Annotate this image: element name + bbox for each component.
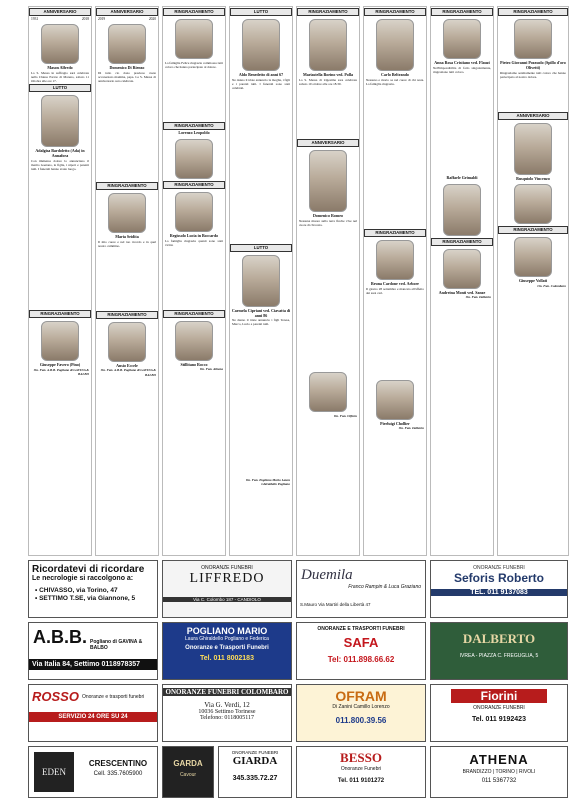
portrait-photo — [443, 184, 481, 236]
funeral-home-signature: On. Fun. Athena — [199, 367, 223, 372]
year-end: 2020 — [148, 17, 156, 21]
thanks-header: RINGRAZIAMENTO — [431, 238, 493, 246]
portrait-photo — [41, 24, 79, 64]
portrait-photo — [514, 123, 552, 175]
funeral-home-signature: On. Fun. Dalberto — [465, 295, 491, 300]
deceased-name: Mariastella Boeino ved. Polla — [303, 72, 353, 77]
deceased-name: Adalgisa Bardoletto (Ada) in Annafora — [35, 148, 85, 158]
deceased-name: Pierluigi Chollier — [380, 420, 410, 426]
portrait-photo — [376, 380, 414, 420]
deceased-name: Regissolo Lucia in Boccardo — [169, 232, 219, 238]
ad-liffredo: ONORANZE FUNEBRI LIFFREDO Via C. Colombo 187 - CANDIOLO — [162, 560, 292, 618]
thanks-header: RINGRAZIAMENTO — [96, 182, 158, 190]
ad-dalberto: DALBERTO IVREA - PIAZZA C. FREGUGLIA, 5 — [430, 622, 568, 680]
deceased-name: Ansio Eccele — [116, 362, 138, 368]
lutto-header: LUTTO — [230, 8, 292, 16]
funeral-home-signature: On. Fun. A.B.B. Pogliano di GAVINA & BALBO — [100, 368, 156, 377]
portrait-photo — [108, 322, 146, 362]
ad-abb-pogliano: A.B.B. Pogliano di GAVINA & BALBO Via Italia 84, Settimo 0118978357 — [28, 622, 158, 680]
deceased-name: Domenico Di Rienzo — [109, 65, 145, 71]
lutto-header: LUTTO — [230, 244, 292, 252]
portrait-photo — [309, 372, 347, 412]
portrait-photo — [443, 19, 481, 59]
portrait-photo — [175, 19, 213, 59]
ad-rosso: ROSSO Onoranze e trasporti funebri SERVIZIO 24 ORE SU 24 — [28, 684, 158, 742]
portrait-photo — [514, 19, 552, 59]
thanks-header: RINGRAZIAMENTO — [498, 8, 568, 16]
notice-text: La S. Messa in suffragio sarà celebrata nella Chiesa Parr.le di Mareno, sabato 11 Ottobre alle ore 17. — [31, 70, 89, 84]
portrait-photo — [376, 240, 414, 280]
deceased-name: Carlo Beltrando — [381, 72, 409, 77]
year-start: 2019 — [98, 17, 106, 21]
portrait-photo — [175, 192, 213, 232]
notice-text: La S. Messa di trigesima sara celebrata sabato 10 ottobre alle ore 18.30. — [299, 77, 357, 86]
deceased-name: Raffaele Grimaldi — [446, 174, 478, 180]
anniversary-header: ANNIVERSARIO — [29, 8, 91, 16]
ad-garda: GARDA Cavour — [162, 746, 214, 798]
portrait-photo — [175, 321, 213, 361]
funeral-home-signature: On. Fun. Olferm — [333, 413, 357, 418]
year-start: 1931 — [31, 17, 39, 21]
funeral-home-signature: On. Fun. Pogliano Mario Laura Ghiraldello Pogliano — [245, 478, 290, 487]
portrait-photo — [175, 139, 213, 179]
ad-eden: EDEN CRESCENTINO Cell. 335.7605900 — [28, 746, 158, 798]
notice-text: Nessuno e morto se nel cuore di chi resta. La famiglia ringrazia. — [366, 77, 424, 86]
ad-pogliano-mario: POGLIANO MARIO Laura Ghiraldello Pogliano e Federica Onoranze e Trasporti Funebri Tel. 011 8002183 — [162, 622, 292, 680]
thanks-header: RINGRAZIAMENTO — [431, 8, 493, 16]
notice-text: Ne danno il triste annuncio i figli Teresa, Marco, Lucio e parenti tutti. — [232, 318, 290, 327]
funeral-home-signature: On. Fun. Dalberto — [398, 426, 424, 431]
portrait-photo — [514, 237, 552, 277]
ad-colombaro: ONORANZE FUNEBRI COLOMBARO Via G. Verdi, 12 10036 Settimo Torinese Telefono: 0118005117 — [162, 684, 292, 742]
thanks-header: RINGRAZIAMENTO — [163, 310, 225, 318]
lutto-header: LUTTO — [29, 84, 91, 92]
portrait-photo — [242, 19, 280, 71]
ad-besso: BESSO Onoranze Funebri Tel. 011 9101272 — [296, 746, 426, 798]
deceased-name: Andreina Monti ved. Sanze — [438, 289, 486, 295]
deceased-name: Domenico Romeo — [312, 212, 344, 218]
notice-text: Ringraziamo sentitamente tutti coloro che hanno partecipato al nostro dolore. — [500, 70, 566, 79]
deceased-name: Aldo Benedetto di anni 67 — [238, 72, 284, 77]
thanks-header: RINGRAZIAMENTO — [498, 226, 568, 234]
deceased-name: Anna Rosa Cristiano ved. Flauzi — [434, 60, 490, 65]
obituary-column-1 — [28, 6, 92, 556]
portrait-photo — [309, 150, 347, 212]
notice-text: La famiglia Felice ringrazia commossa tutti coloro che hanno partecipato al dolore. — [165, 61, 223, 70]
thanks-header: RINGRAZIAMENTO — [96, 311, 158, 319]
thanks-header: RINGRAZIAMENTO — [163, 8, 225, 16]
obituary-column-3 — [162, 6, 226, 556]
anniversary-header: ANNIVERSARIO — [96, 8, 158, 16]
portrait-photo — [443, 249, 481, 289]
notice-text: Di tutto cio dono prezioso avete accarezzato mamma, papa. La S. Messa di anniversario sara celebrata. — [98, 70, 156, 84]
year-end: 2018 — [81, 17, 89, 21]
obituary-column-7 — [430, 6, 494, 556]
ad-athena: ATHENA BRANDIZZO | TORINO | RIVOLI 011 5367732 — [430, 746, 568, 798]
portrait-photo — [309, 19, 347, 71]
obituary-column-6 — [363, 6, 427, 556]
deceased-name: Carmela Cipriani ved. Ciavatta di anni 86 — [231, 307, 291, 318]
ad-duemila: Duemila Franco Rampin & Luca Graziano S.Mauro Via Martiri della Libertà 47 — [296, 560, 426, 618]
ad-ricordatevi: Ricordatevi di ricordare Le necrologie si raccolgono a: • CHIVASSO, via Torino, 47 • SETTIMO T.SE, via Giannone, 5 — [28, 560, 158, 618]
obituary-column-2 — [95, 6, 159, 556]
notice-text: Con immensa dolore lo annunciano il marito Gaetano, le figlie, i nipoti e parenti tutti. I funerali hanno avuto luogo. — [31, 158, 89, 171]
funeral-ads-grid — [28, 560, 568, 798]
obituary-column-8 — [497, 6, 569, 556]
deceased-name: Maria Seidita — [115, 233, 139, 239]
ad-fiorini: Fiorini ONORANZE FUNEBRI Tel. 011 9192423 — [430, 684, 568, 742]
ad-safa: ONORANZE E TRASPORTI FUNEBRI SAFA Tel: 011.898.66.62 — [296, 622, 426, 680]
funeral-home-signature: On. Fun. Colombaro — [537, 284, 566, 289]
notice-text: Nessuna muore sulla terra finche vive nel cuore di chi resta. — [299, 218, 357, 227]
anniversary-header: ANNIVERSARIO — [498, 112, 568, 120]
obituary-column-4 — [229, 6, 293, 556]
ad-giarda: ONORANZE FUNEBRI GIARDA 345.335.72.27 — [218, 746, 292, 798]
deceased-name: Busquiolo Vincenzo — [516, 175, 550, 181]
thanks-header: RINGRAZIAMENTO — [364, 229, 426, 237]
portrait-photo — [242, 255, 280, 307]
thanks-header: RINGRAZIAMENTO — [364, 8, 426, 16]
funeral-home-signature: On. Fun. A.B.B. Pogliano di GAVINA & BALBO — [33, 367, 89, 376]
portrait-photo — [108, 24, 146, 64]
portrait-photo — [41, 321, 79, 361]
deceased-name: Giuseppe Favero (Pino) — [39, 361, 81, 367]
portrait-photo — [41, 95, 79, 147]
deceased-name: Pietro Giovanni Pozzuolo (Spillo d'oro Olivetti) — [500, 60, 566, 70]
notice-text: La famiglia ringrazia quanti sono stati vicini. — [165, 238, 223, 247]
notice-text: Il mio cuore e nel tuo ricordo e in quel nostro cammino. — [98, 239, 156, 248]
notice-text: Ne danno il triste annuncio la moglie, i figli e i parenti tutti. I funerali sono stati celebrati. — [232, 77, 290, 90]
portrait-photo — [376, 19, 414, 71]
thanks-header: RINGRAZIAMENTO — [297, 8, 359, 16]
thanks-header: RINGRAZIAMENTO — [163, 181, 225, 189]
anniversary-header: ANNIVERSARIO — [297, 139, 359, 147]
deceased-name: Mason Alfredo — [47, 65, 73, 71]
thanks-header: RINGRAZIAMENTO — [163, 122, 225, 130]
obituary-column-5 — [296, 6, 360, 556]
ad-seforis: ONORANZE FUNEBRI Seforis Roberto TEL. 011 9137083 — [430, 560, 568, 618]
notice-text: Nell'impossibilita di farlo singolarmente, ringraziano tutti coloro. — [433, 65, 491, 74]
portrait-photo — [108, 193, 146, 233]
deceased-name: Bruna Cardone ved. Arbore — [371, 280, 419, 286]
thanks-header: RINGRAZIAMENTO — [29, 310, 91, 318]
ad-ofram: OFRAM Di Zanini Camillo Lorenzo 011.800.39.56 — [296, 684, 426, 742]
deceased-name: Giuseppe Vollati — [518, 278, 548, 284]
deceased-name: Lorenzo Leopoldo — [178, 130, 210, 135]
deceased-name: Stillitano Rocco — [180, 361, 208, 367]
portrait-photo — [514, 184, 552, 224]
notice-text: Il giorno 28 settembre e mancata all'affetto dei suoi cari. — [366, 286, 424, 295]
